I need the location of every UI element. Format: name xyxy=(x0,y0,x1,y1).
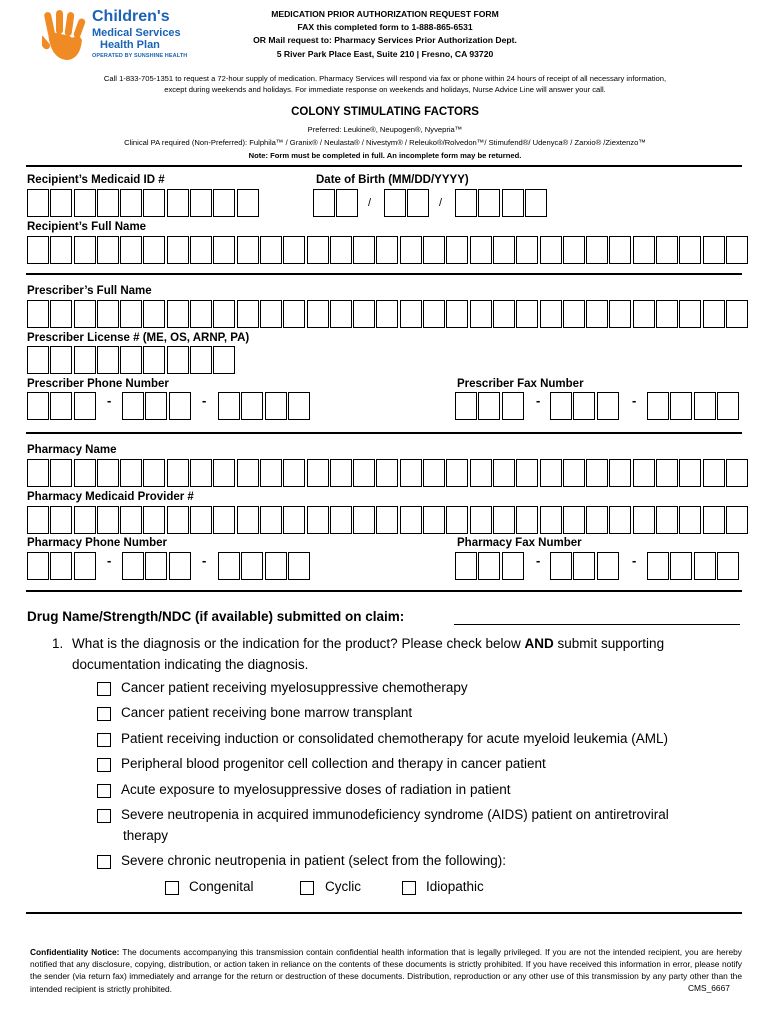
header-fax: FAX this completed form to 1-888-865-6531 xyxy=(297,22,473,32)
header-mail: OR Mail request to: Pharmacy Services Prior Authorization Dept. xyxy=(253,35,517,45)
logo-name-line2a: Medical Services xyxy=(92,27,181,39)
divider xyxy=(26,590,742,592)
form-note: Note: Form must be completed in full. An incomplete form may be returned. xyxy=(248,151,522,160)
pharmacy-name-input[interactable] xyxy=(27,459,749,487)
question-text-cont: documentation indicating the diagnosis. xyxy=(72,657,309,672)
option-checkbox[interactable] xyxy=(97,809,111,823)
prescriber-phone-line[interactable] xyxy=(218,392,311,420)
confidentiality-label: Confidentiality Notice: xyxy=(30,947,120,957)
logo-name-line1: Children's xyxy=(92,8,170,25)
logo-tagline: OPERATED BY SUNSHINE HEALTH xyxy=(92,53,188,59)
preferred-drugs: Preferred: Leukine®, Neupogen®, Nyvepria™ xyxy=(307,125,463,134)
option-label: Acute exposure to myelosuppressive doses of radiation in patient xyxy=(121,782,511,797)
form-title: COLONY STIMULATING FACTORS xyxy=(291,106,479,118)
cyclic-checkbox[interactable] xyxy=(300,881,314,895)
dob-month-input[interactable] xyxy=(313,189,360,217)
prescriber-name-label: Prescriber’s Full Name xyxy=(27,285,152,297)
dob-day-input[interactable] xyxy=(384,189,431,217)
dob-label: Date of Birth (MM/DD/YYYY) xyxy=(316,174,469,186)
option-label-cont: therapy xyxy=(123,828,169,843)
pharmacy-provider-input[interactable] xyxy=(27,506,749,534)
confidentiality-text: The documents accompanying this transmission contain confidential health information that is legally privileged. If you are not the intended recipient, you are hereby notified that any disclosure, copying, distribution, or action taken in reliance on the contents of these documents is strictly prohibited. If you have received this information in error, please notify the sender (via return fax) immediately and arrange for the return or destruction of these documents. Distribution, reproduction or any other use of this transmission by any party other than the intended recipient is strictly prohibited. xyxy=(30,947,742,994)
pharmacy-fax-prefix[interactable] xyxy=(550,552,620,580)
header-title: MEDICATION PRIOR AUTHORIZATION REQUEST FORM xyxy=(271,9,499,19)
medicaid-id-input[interactable] xyxy=(27,189,260,217)
hand-logo-icon xyxy=(42,10,90,62)
option-checkbox[interactable] xyxy=(97,707,111,721)
fax-dash: - xyxy=(632,553,637,568)
prescriber-phone-area[interactable] xyxy=(27,392,97,420)
logo-name-line2b: Health Plan xyxy=(100,39,160,51)
license-input[interactable] xyxy=(27,346,237,374)
pharmacy-fax-line[interactable] xyxy=(647,552,740,580)
drug-label: Drug Name/Strength/NDC (if available) submitted on claim: xyxy=(27,609,405,624)
option-label: Patient receiving induction or consolidated chemotherapy for acute myeloid leukemia (AML) xyxy=(121,731,669,746)
full-name-label: Recipient’s Full Name xyxy=(27,221,147,233)
option-checkbox[interactable] xyxy=(97,733,111,747)
question-text xyxy=(72,633,664,654)
dob-separator: / xyxy=(439,197,443,209)
fax-dash: - xyxy=(536,553,541,568)
phone-dash: - xyxy=(107,393,112,408)
divider xyxy=(26,432,742,434)
question-text-and: AND xyxy=(524,636,554,651)
question-number: 1. xyxy=(52,636,64,651)
pharmacy-phone-line[interactable] xyxy=(218,552,311,580)
option-label: Severe chronic neutropenia in patient (select from the following): xyxy=(121,853,506,868)
idiopathic-checkbox[interactable] xyxy=(402,881,416,895)
option-checkbox[interactable] xyxy=(97,682,111,696)
dob-year-input[interactable] xyxy=(455,189,548,217)
divider xyxy=(26,912,742,914)
pharmacy-fax-label: Pharmacy Fax Number xyxy=(457,537,582,549)
congenital-label: Congenital xyxy=(189,879,254,894)
option-checkbox[interactable] xyxy=(97,758,111,772)
prescriber-fax-area[interactable] xyxy=(455,392,525,420)
fax-dash: - xyxy=(536,393,541,408)
license-label: Prescriber License # (ME, OS, ARNP, PA) xyxy=(27,332,250,344)
option-checkbox[interactable] xyxy=(97,784,111,798)
fax-dash: - xyxy=(632,393,637,408)
cyclic-label: Cyclic xyxy=(325,879,361,894)
pharmacy-phone-prefix[interactable] xyxy=(122,552,192,580)
pharmacy-name-label: Pharmacy Name xyxy=(27,444,117,456)
clinical-pa-drugs: Clinical PA required (Non-Preferred): Fulphila™ / Granix® / Neulasta® / Nivestym® / Releuko®/Rolvedon™/ Stimufend®/ Udenyca® / Zarxio® /Ziextenzo™ xyxy=(124,138,646,147)
phone-dash: - xyxy=(202,393,207,408)
pharmacy-provider-label: Pharmacy Medicaid Provider # xyxy=(27,491,194,503)
prescriber-name-input[interactable] xyxy=(27,300,749,328)
medicaid-id-label: Recipient’s Medicaid ID # xyxy=(27,174,165,186)
prescriber-fax-prefix[interactable] xyxy=(550,392,620,420)
prescriber-fax-label: Prescriber Fax Number xyxy=(457,378,584,390)
option-label: Peripheral blood progenitor cell collection and therapy in cancer patient xyxy=(121,756,546,771)
dob-separator: / xyxy=(368,197,372,209)
pharmacy-phone-label: Pharmacy Phone Number xyxy=(27,537,167,549)
idiopathic-label: Idiopathic xyxy=(426,879,484,894)
phone-dash: - xyxy=(202,553,207,568)
option-label: Cancer patient receiving bone marrow transplant xyxy=(121,705,413,720)
form-code: CMS_6667 xyxy=(688,983,730,993)
header-address: 5 River Park Place East, Suite 210 | Fresno, CA 93720 xyxy=(276,49,494,59)
full-name-input[interactable] xyxy=(27,236,749,264)
divider xyxy=(26,165,742,167)
confidentiality-notice xyxy=(30,946,742,995)
option-label: Cancer patient receiving myelosuppressive chemotherapy xyxy=(121,680,468,695)
prescriber-fax-line[interactable] xyxy=(647,392,740,420)
congenital-checkbox[interactable] xyxy=(165,881,179,895)
prescriber-phone-prefix[interactable] xyxy=(122,392,192,420)
question-text-b: submit supporting xyxy=(553,636,665,651)
phone-dash: - xyxy=(107,553,112,568)
pharmacy-fax-area[interactable] xyxy=(455,552,525,580)
option-label: Severe neutropenia in acquired immunodeficiency syndrome (AIDS) patient on antiretroviral xyxy=(121,807,669,822)
drug-input[interactable] xyxy=(454,624,740,625)
pharmacy-phone-area[interactable] xyxy=(27,552,97,580)
divider xyxy=(26,273,742,275)
option-checkbox[interactable] xyxy=(97,855,111,869)
intro-line1: Call 1-833-705-1351 to request a 72-hour supply of medication. Pharmacy Services will respond via fax or phone within 24 hours of receipt of all necessary information, xyxy=(103,74,667,83)
intro-line2: except during weekends and holidays. For immediate response on weekends and holidays, Nurse Advice Line will answer your call. xyxy=(164,85,606,94)
question-text-a: What is the diagnosis or the indication for the product? Please check below xyxy=(72,636,525,651)
intro-text xyxy=(20,73,750,95)
prescriber-phone-label: Prescriber Phone Number xyxy=(27,378,169,390)
